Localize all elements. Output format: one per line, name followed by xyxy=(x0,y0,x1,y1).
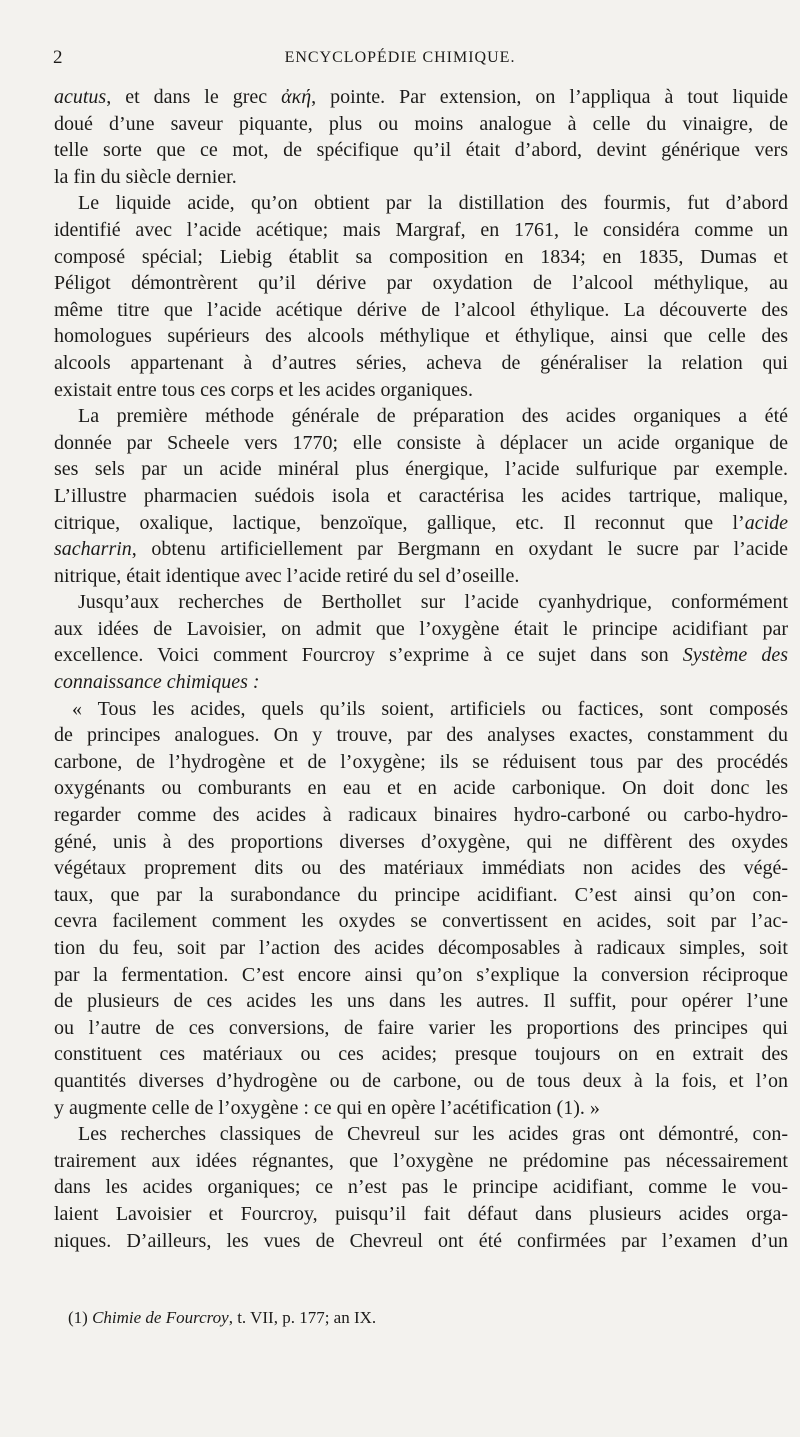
text-line: tion du feu, soit par l’action des acides décomposables à radicaux simples, soit xyxy=(54,937,788,959)
text-line: homologues supérieurs des alcools méthylique et éthylique, ainsi que celle des xyxy=(54,325,788,348)
paragraph-6 xyxy=(54,1121,788,1254)
running-title: ENCYCLOPÉDIE CHIMIQUE. xyxy=(284,49,516,66)
text-line: géné, unis à des proportions diverses d’oxygène, qui ne diffèrent des oxydes xyxy=(54,830,788,853)
text-line: la fin du siècle dernier. xyxy=(54,165,237,188)
text-line: trairement aux idées régnantes, que l’oxygène ne prédomine pas nécessairement xyxy=(54,1149,788,1172)
text-line: doué d’une saveur piquante, plus ou moins analogue à celle du vinaigre, de xyxy=(54,112,788,135)
text-line xyxy=(54,669,788,696)
text-line xyxy=(54,642,788,669)
text-line: végétaux proprement dits ou des matériaux immédiats non acides des végé- xyxy=(54,857,788,880)
page-header xyxy=(0,47,800,77)
text-line: ses sels par un acide minéral plus énergique, l’acide sulfurique par exemple. xyxy=(54,458,788,481)
body-text xyxy=(54,84,788,1254)
paragraph-4 xyxy=(54,589,788,695)
text-line: composé spécial; Liebig établit sa composition en 1834; en 1835, Dumas et xyxy=(54,245,788,268)
text-line: ou l’autre de ces conversions, de faire varier les proportions des principes qui xyxy=(54,1016,788,1039)
text-line: L’illustre pharmacien suédois isola et caractérisa les acides tartrique, malique, xyxy=(54,484,788,507)
text-line xyxy=(54,84,788,111)
text-line: dans les acides organiques; ce n’est pas le principe acidifiant, comme le vou- xyxy=(54,1176,788,1199)
text-line: par la fermentation. C’est encore ainsi qu’on s’explique la conversion réciproque xyxy=(54,963,788,986)
paragraph-2 xyxy=(54,190,788,403)
text-line: carbone, de l’hydrogène et de l’oxygène; ils se réduisent tous par des procédés xyxy=(54,750,788,773)
text-line: aux idées de Lavoisier, on admit que l’oxygène était le principe acidifiant par xyxy=(54,617,788,640)
text-line: oxygénants ou comburants en eau et en acide carbonique. On doit donc les xyxy=(54,777,788,800)
footnote xyxy=(68,1308,376,1328)
text-line: telle sorte que ce mot, de spécifique qu’il était d’abord, devint générique vers xyxy=(54,139,788,162)
text-line: de principes analogues. On y trouve, par des analyses exactes, constamment du xyxy=(54,724,788,747)
text-line xyxy=(54,510,788,537)
text-line: donnée par Scheele vers 1770; elle consiste à déplacer un acide organique de xyxy=(54,431,788,454)
text-run: excellence. Voici comment Fourcroy s’exprime à ce sujet dans son xyxy=(54,644,683,667)
text-line: constituent ces matériaux ou ces acides; presque toujours on en extrait des xyxy=(54,1043,788,1066)
text-run: , pointe. Par extension, on l’appliqua à tout liquide xyxy=(311,86,788,108)
text-run: citrique, oxalique, lactique, benzoïque, gallique, etc. Il reconnut que l’ xyxy=(54,511,745,534)
text-line: taux, que par la surabondance du principe acidifiant. C’est ainsi qu’on con- xyxy=(54,883,788,906)
text-line: quantités diverses d’hydrogène ou de carbone, ou de tous deux à la fois, et l’on xyxy=(54,1069,788,1092)
paragraph-3 xyxy=(54,403,788,589)
text-line: Péligot démontrèrent qu’il dérive par oxydation de l’alcool méthylique, au xyxy=(54,272,788,295)
book-title: Système des xyxy=(682,644,788,667)
italic-word: acide xyxy=(744,511,788,534)
text-run: , et dans le grec xyxy=(106,86,282,108)
text-line: y augmente celle de l’oxygène : ce qui en opère l’acétification (1). » xyxy=(54,1096,600,1119)
text-line: regarder comme des acides à radicaux binaires hydro-carboné ou carbo-hydro- xyxy=(54,804,788,827)
text-line: alcools appartenant à d’autres séries, acheva de généraliser la relation qui xyxy=(54,351,788,374)
italic-word: sacharrin xyxy=(54,538,132,561)
footnote-reference: , t. VII, p. 177; an IX. xyxy=(228,1308,377,1327)
text-line: Le liquide acide, qu’on obtient par la distillation des fourmis, fut d’abord xyxy=(78,192,788,215)
text-line: de plusieurs de ces acides les uns dans les autres. Il suffit, pour opérer l’une xyxy=(54,990,788,1013)
text-line: existait entre tous ces corps et les acides organiques. xyxy=(54,378,473,401)
page-number: 2 xyxy=(53,47,63,68)
quotation xyxy=(54,696,788,1122)
text-line: même titre que l’acide acétique dérive de l’alcool éthylique. La découverte des xyxy=(54,298,788,321)
text-line: nitrique, était identique avec l’acide retiré du sel d’oseille. xyxy=(54,564,520,587)
text-line: identifié avec l’acide acétique; mais Margraf, en 1761, le considéra comme un xyxy=(54,218,788,241)
paragraph-1 xyxy=(54,84,788,190)
footnote-mark: (1) xyxy=(68,1308,93,1327)
text-line: laient Lavoisier et Fourcroy, puisqu’il fait défaut dans plusieurs acides orga- xyxy=(54,1202,788,1225)
italic-word: acutus xyxy=(54,86,107,108)
text-line: Les recherches classiques de Chevreul sur les acides gras ont démontré, con- xyxy=(78,1123,788,1146)
text-line xyxy=(54,536,788,563)
text-run: , obtenu artificiellement par Bergmann en oxydant le sucre par l’acide xyxy=(131,538,788,561)
book-title: connaissance chimiques : xyxy=(54,671,260,694)
text-line: Jusqu’aux recherches de Berthollet sur l’acide cyanhydrique, conformément xyxy=(78,591,788,614)
text-line: « Tous les acides, quels qu’ils soient, artificiels ou factices, sont composés xyxy=(72,697,788,720)
text-line: cevra facilement comment les oxydes se convertissent en acides, soit par l’ac- xyxy=(54,910,788,933)
greek-word: ἀκή xyxy=(281,86,312,108)
text-line: La première méthode générale de préparation des acides organiques a été xyxy=(78,405,788,428)
text-line: niques. D’ailleurs, les vues de Chevreul ont été confirmées par l’examen d’un xyxy=(54,1229,788,1252)
footnote-title: Chimie de Fourcroy xyxy=(92,1308,229,1327)
